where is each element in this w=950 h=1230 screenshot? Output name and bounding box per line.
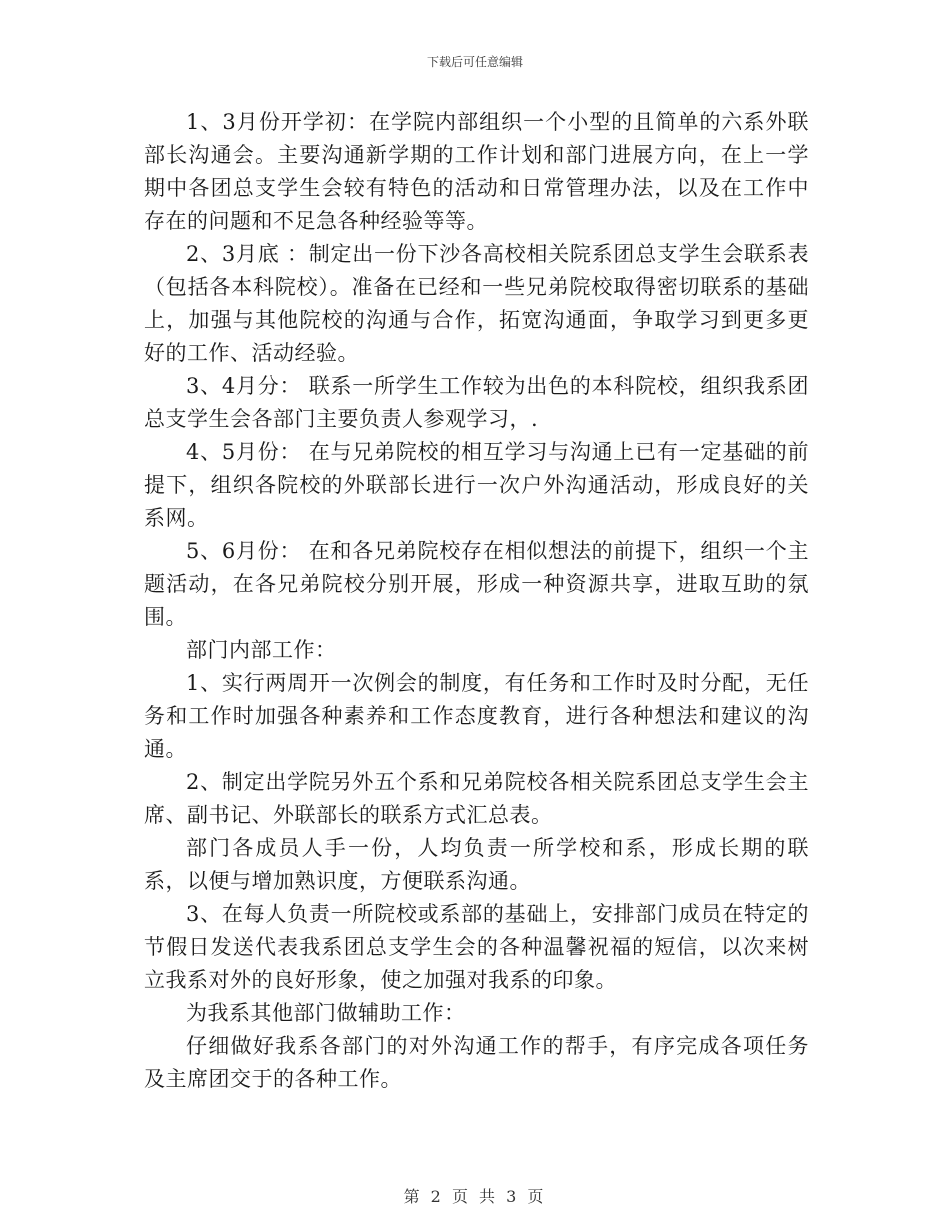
section-heading: 为我系其他部门做辅助工作：	[186, 1001, 466, 1025]
paragraph: 2、制定出学院另外五个系和兄弟院校各相关院系团总支学生会主席、副书记、外联部长的联系方式汇总表。	[144, 770, 809, 827]
paragraph: 4、5月份： 在与兄弟院校的相互学习与沟通上已有一定基础的前提下，组织各院校的外联部长进行一次户外沟通活动，形成良好的关系网。	[144, 440, 809, 530]
paragraph: 5、6月份： 在和各兄弟院校存在相似想法的前提下，组织一个主题活动，在各兄弟院校分别开展，形成一种资源共享，进取互助的氛围。	[144, 539, 809, 629]
section-heading: 部门内部工作：	[186, 638, 337, 662]
paragraph: 1、3月份开学初：在学院内部组织一个小型的且简单的六系外联部长沟通会。主要沟通新学期的工作计划和部门进展方向，在上一学期中各团总支学生会较有特色的活动和日常管理办法，以及在工作中存在的问题和不足急各种经验等等。	[144, 110, 809, 233]
paragraph: 3、4月分： 联系一所学生工作较为出色的本科院校，组织我系团总支学生会各部门主要负责人参观学习，.	[144, 374, 809, 431]
paragraph: 3、在每人负责一所院校或系部的基础上，安排部门成员在特定的节假日发送代表我系团总支学生会的各种温馨祝福的短信，以次来树立我系对外的良好形象，使之加强对我系的印象。	[144, 902, 809, 992]
paragraph: 部门各成员人手一份，人均负责一所学校和系，形成长期的联系，以便与增加熟识度，方便联系沟通。	[144, 836, 809, 893]
paragraph: 仔细做好我系各部门的对外沟通工作的帮手，有序完成各项任务及主席团交于的各种工作。	[144, 1034, 809, 1091]
document-body	[144, 106, 809, 1096]
paragraph: 1、实行两周开一次例会的制度，有任务和工作时及时分配，无任务和工作时加强各种素养和工作态度教育，进行各种想法和建议的沟通。	[144, 671, 809, 761]
page-number: 第 2 页 共 3 页	[403, 1187, 547, 1206]
paragraph: 2、3月底 ：制定出一份下沙各高校相关院系团总支学生会联系表（包括各本科院校）。准备在已经和一些兄弟院校取得密切联系的基础上，加强与其他院校的沟通与合作，拓宽沟通面，争取学习到更多更好的工作、活动经验。	[144, 242, 809, 365]
page-header: 下载后可任意编辑	[426, 55, 523, 69]
